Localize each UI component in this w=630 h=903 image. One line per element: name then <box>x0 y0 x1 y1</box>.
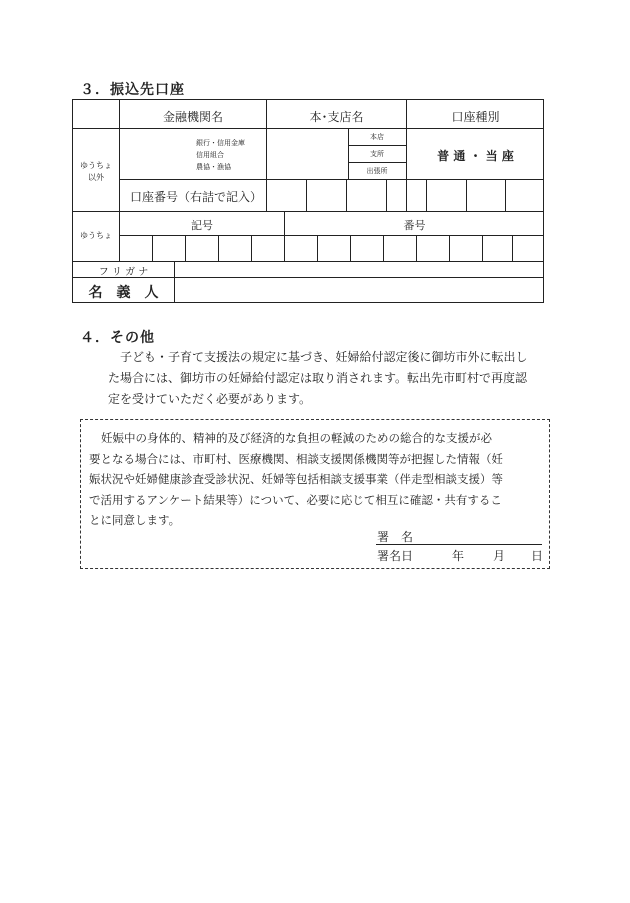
signature-line[interactable] <box>376 544 542 545</box>
yucho-label: ゆうちょ <box>80 231 112 240</box>
kigo-label: 記号 <box>191 219 213 232</box>
consent-line: 妊娠中の身体的、精神的及び経済的な負担の軽減のための総合的な支援が必 <box>101 431 492 445</box>
header-account-type: 口座種別 <box>451 110 500 124</box>
account-holder-label: 名 義 人 <box>88 285 159 301</box>
paragraph-line: た場合には、御坊市の妊婦給付認定は取り消されます。転出先市町村で再度認 <box>108 371 528 385</box>
branch-type-office: 出張所 <box>366 167 388 175</box>
consent-line: 娠状況や妊婦健康診査受診状況、妊婦等包括相談支援事業（伴走型相談支援）等 <box>89 472 503 486</box>
consent-text <box>89 428 545 531</box>
date-year-label: 年 <box>452 549 465 563</box>
non-yucho-label-line1: ゆうちょ <box>80 161 112 170</box>
header-bank-name: 金融機関名 <box>162 110 223 124</box>
bank-type-option: 信用組合 <box>196 151 224 159</box>
header-branch-name: 本･支店名 <box>309 110 364 124</box>
bank-type-option: 農協・漁協 <box>196 163 231 171</box>
paragraph-line: 定を受けていただく必要があります。 <box>108 392 312 406</box>
account-number-label: 口座番号（右詰で記入） <box>130 190 263 204</box>
non-yucho-label-line2: 以外 <box>88 173 104 182</box>
bango-label: 番号 <box>403 219 426 232</box>
date-day-label: 日 <box>531 549 544 563</box>
paragraph-line: 子ども・子育て支援法の規定に基づき、妊婦給付認定後に御坊市外に転出し <box>120 350 528 364</box>
signature-date-label: 署名日 <box>377 549 414 563</box>
consent-line: 要となる場合には、市町村、医療機関、相談支援関係機関等が把握した情報（妊 <box>89 451 503 466</box>
branch-type-sub: 支所 <box>370 150 384 158</box>
section-4-title: ４．その他 <box>80 330 155 346</box>
consent-line: で活用するアンケート結果等）について、必要に応じて相互に確認・共有するこ <box>89 492 502 507</box>
furigana-label: フ リ ガ ナ <box>98 267 149 278</box>
bank-account-table <box>0 0 630 320</box>
section-3-title: ３．振込先口座 <box>80 82 185 98</box>
consent-line: とに同意します。 <box>89 513 181 527</box>
account-type-options: 普 通 ・ 当 座 <box>437 149 514 163</box>
bank-type-option: 銀行・信用金庫 <box>196 139 245 147</box>
signature-label: 署 名 <box>377 530 414 544</box>
branch-type-main: 本店 <box>370 133 384 141</box>
section-4-paragraph <box>108 347 548 410</box>
date-month-label: 月 <box>493 549 506 563</box>
